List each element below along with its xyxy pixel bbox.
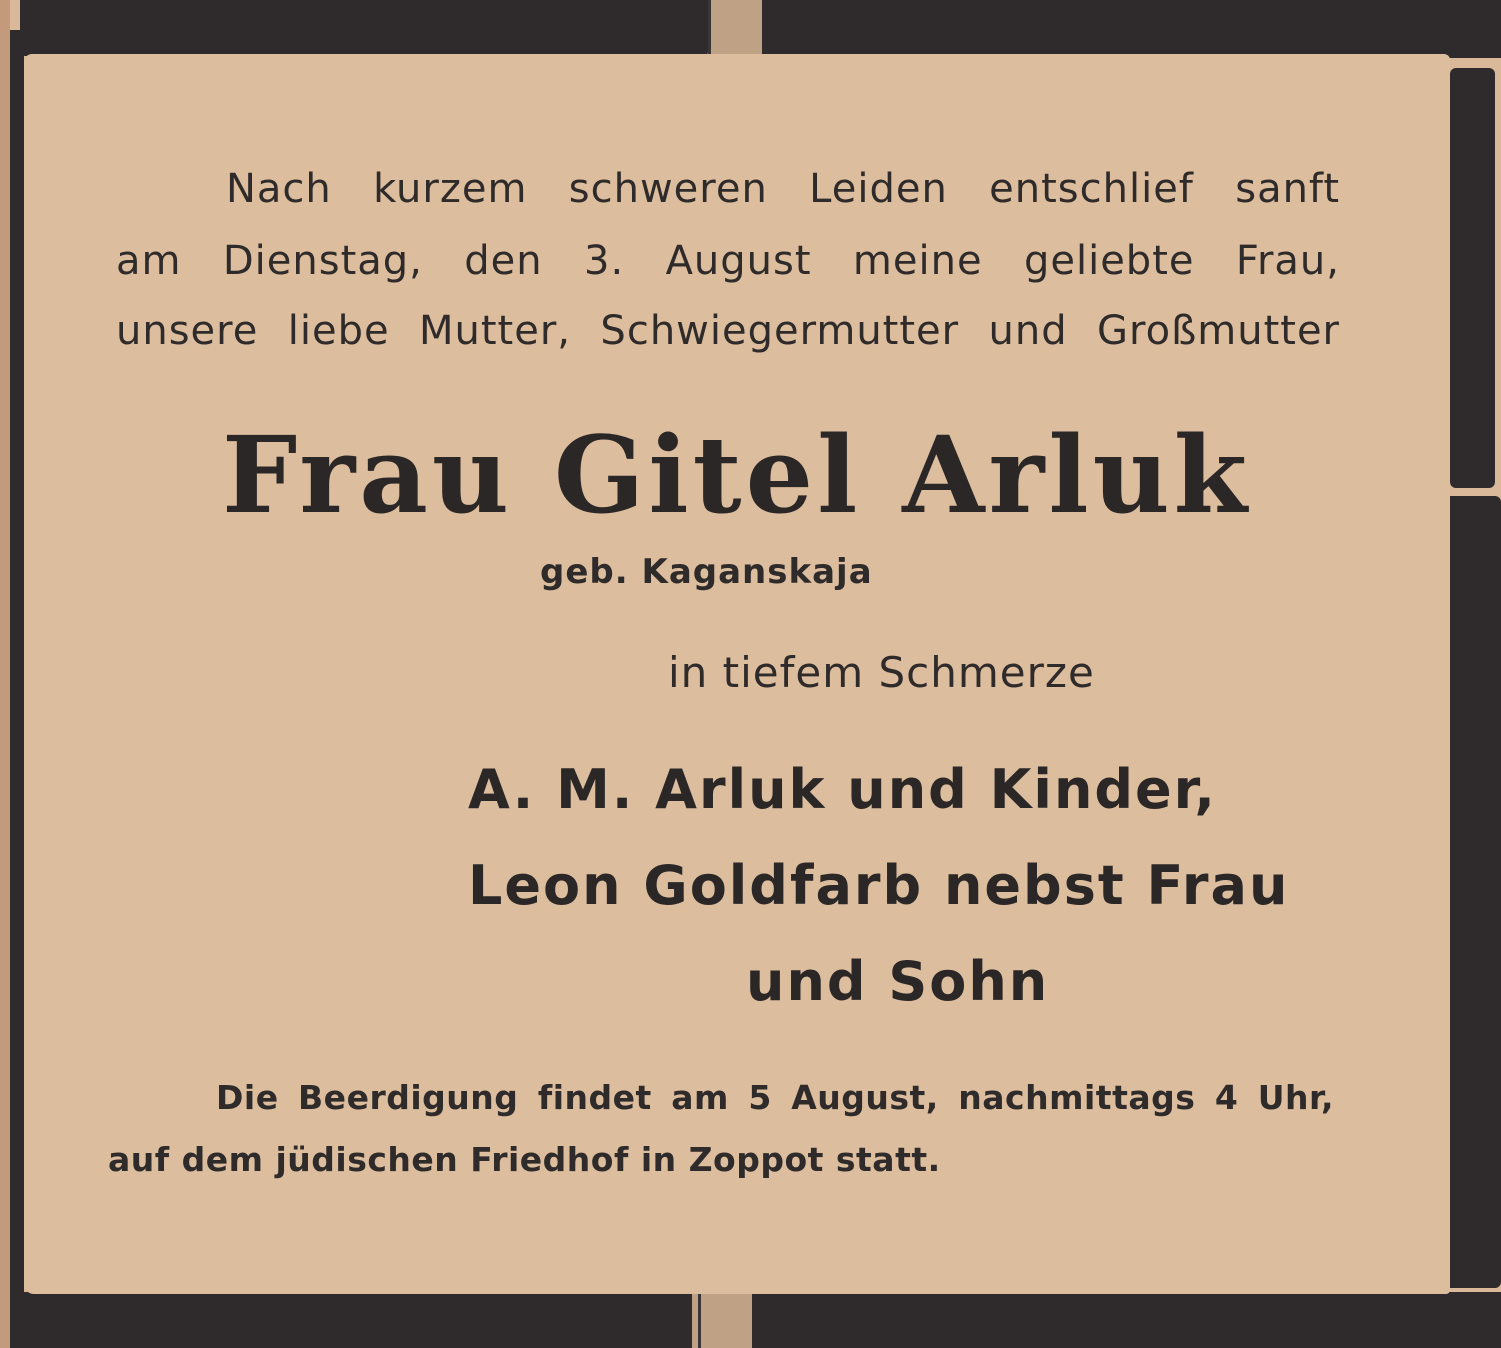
mourner-line-2: Leon Goldfarb nebst Frau <box>468 854 1290 917</box>
sorrow-line: in tiefem Schmerze <box>668 648 1095 697</box>
intro-line-2: am Dienstag, den 3. August meine geliebte Frau, <box>116 238 1340 284</box>
funeral-info-line-2: auf dem jüdischen Friedhof in Zoppot statt. <box>108 1140 941 1179</box>
mourning-border-top-left <box>20 0 708 56</box>
mourning-border-right-upper <box>1450 68 1495 488</box>
mourning-border-bottom-left <box>10 1292 692 1348</box>
mourning-border-right-lower <box>1443 496 1501 1288</box>
border-gap-top <box>708 0 762 56</box>
page-edge <box>0 0 10 1348</box>
intro-line-1: Nach kurzem schweren Leiden entschlief sanft <box>226 166 1340 212</box>
border-gap-bottom <box>692 1292 752 1348</box>
mourning-border-bottom-right <box>752 1292 1501 1348</box>
mourning-border-top-right <box>762 0 1501 58</box>
maiden-name: geb. Kaganskaja <box>540 552 873 592</box>
mourner-line-3: und Sohn <box>746 950 1050 1013</box>
mourning-border-left <box>10 30 24 1320</box>
mourner-line-1: A. M. Arluk und Kinder, <box>468 758 1217 821</box>
deceased-name: Frau Gitel Arluk <box>222 412 1252 537</box>
intro-line-3: unsere liebe Mutter, Schwiegermutter und Großmutter <box>116 308 1340 354</box>
funeral-info-line-1: Die Beerdigung findet am 5 August, nachmittags 4 Uhr, <box>216 1078 1334 1117</box>
